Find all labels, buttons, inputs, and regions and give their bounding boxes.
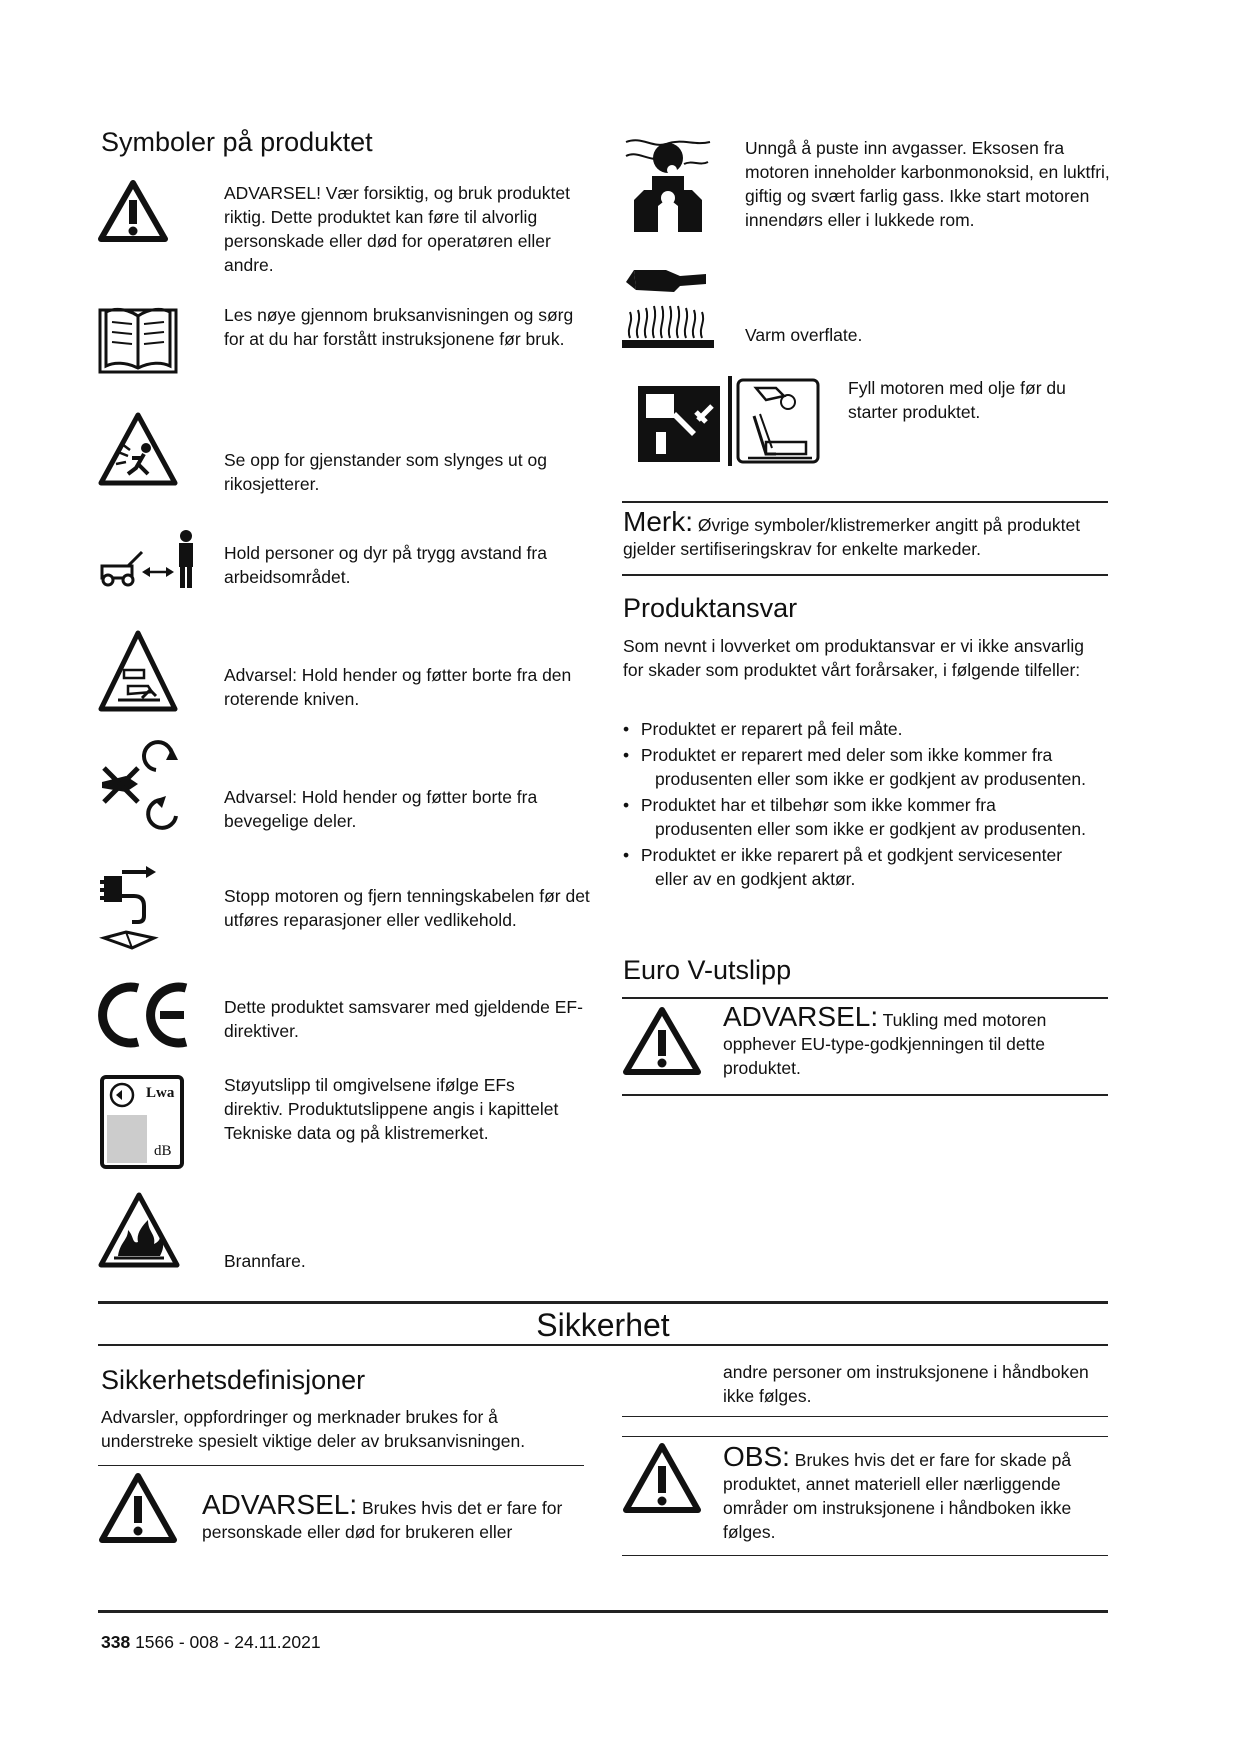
- warning-end-rule: [622, 1416, 1108, 1417]
- page-number: 338: [101, 1632, 131, 1652]
- safety-definitions-intro: Advarsler, oppfordringer og merknader brukes for å understreke spesielt viktige deler av bruksanvisningen.: [101, 1407, 526, 1451]
- bullet-marker: •: [623, 745, 630, 765]
- warning-triangle-icon: [622, 1442, 702, 1514]
- disconnect-spark-plug-icon: [98, 862, 164, 952]
- euro-bottom-rule: [622, 1094, 1108, 1096]
- safety-title: Sikkerhet: [536, 1307, 670, 1343]
- symbol-text-fill-oil: Fyll motoren med olje før du starter produktet.: [848, 378, 1066, 422]
- open-book-icon: [98, 302, 178, 374]
- rotating-blade-icon: [98, 630, 178, 712]
- note: [623, 506, 1109, 561]
- section-top-rule: [98, 1301, 1108, 1304]
- doc-id: 1566 - 008 - 24.11.2021: [135, 1632, 321, 1652]
- bullet-marker: •: [623, 795, 630, 815]
- warning-triangle-icon: [98, 180, 168, 242]
- note-text: Øvrige symboler/klistremerker angitt på produktet gjelder sertifiseringskrav for enkelte markeder.: [623, 515, 1081, 559]
- note-top-rule: [622, 501, 1108, 503]
- symbol-text-moving-parts: Advarsel: Hold hender og føtter borte fra bevegelige deler.: [224, 787, 538, 831]
- list-item: • Produktet er reparert på feil måte.: [623, 719, 903, 739]
- obs-label: OBS:: [723, 1441, 790, 1472]
- euro-heading: Euro V-utslipp: [623, 955, 792, 985]
- symbol-text-exhaust: Unngå å puste inn avgasser. Eksosen fra motoren inneholder karbonmonoksid, en luktfri, giftig og svært farlig gass. Ikke start motoren innendørs eller i lukkede rom.: [745, 138, 1110, 230]
- noise-emission-icon: [100, 1075, 184, 1169]
- thrown-objects-icon: [98, 412, 178, 486]
- list-item: • Produktet har et tilbehør som ikke kommer fra produsenten eller som ikke er godkjent av produsenten.: [623, 795, 1086, 839]
- keep-distance-icon: [98, 528, 198, 590]
- euro-warning: [723, 1001, 1108, 1080]
- definitions-rule: [98, 1465, 584, 1466]
- symbol-text-keep-distance: Hold personer og dyr på trygg avstand fra arbeidsområdet.: [224, 543, 547, 587]
- symbol-text-manual: Les nøye gjennom bruksanvisningen og sørg for at du har forstått instruksjonene før bruk.: [224, 305, 574, 349]
- obs-text: Brukes hvis det er fare for skade på produktet, annet materiell eller nærliggende områder om instruksjonene i håndboken ikke følges.: [723, 1450, 1072, 1542]
- product-liability-list: [623, 717, 1093, 893]
- safety-warning-label: ADVARSEL:: [202, 1489, 358, 1520]
- warning-triangle-icon: [98, 1472, 178, 1544]
- symbol-text-thrown-objects: Se opp for gjenstander som slynges ut og rikosjetterer.: [224, 450, 547, 494]
- obs-notice: [723, 1441, 1108, 1544]
- symbol-text-spark-plug: Stopp motoren og fjern tenningskabelen før det utføres reparasjoner eller vedlikehold.: [224, 886, 590, 930]
- ce-mark-icon: [98, 980, 194, 1050]
- symbol-text-ce: Dette produktet samsvarer med gjeldende EF-direktiver.: [224, 997, 583, 1041]
- safety-warning-part1: [202, 1489, 592, 1544]
- moving-parts-icon: [98, 740, 190, 832]
- symbols-heading: Symboler på produktet: [101, 127, 373, 157]
- footer-rule: [98, 1610, 1108, 1613]
- note-bottom-rule: [622, 574, 1108, 576]
- section-bottom-rule: [98, 1344, 1108, 1346]
- symbol-text-rotating-blade: Advarsel: Hold hender og føtter borte fra den roterende kniven.: [224, 665, 572, 709]
- noise-label-lwa: Lwa: [146, 1085, 175, 1101]
- euro-warning-label: ADVARSEL:: [723, 1001, 879, 1032]
- euro-top-rule: [622, 997, 1108, 999]
- note-label: Merk:: [623, 506, 693, 537]
- product-liability-heading: Produktansvar: [623, 593, 798, 623]
- safety-warning-part2: andre personer om instruksjonene i håndboken ikke følges.: [723, 1362, 1089, 1406]
- fill-oil-icon: [636, 376, 820, 466]
- exhaust-gas-icon: [622, 136, 714, 236]
- noise-label-db: dB: [154, 1143, 172, 1159]
- fire-hazard-icon: [98, 1192, 180, 1268]
- list-item: • Produktet er ikke reparert på et godkjent servicesenter eller av en godkjent aktør.: [623, 845, 1063, 889]
- symbol-text-hot-surface: Varm overflate.: [745, 325, 863, 345]
- product-liability-intro: Som nevnt i lovverket om produktansvar er vi ikke ansvarlig for skader som produktet vårt forårsaker, i følgende tilfeller:: [623, 636, 1085, 680]
- list-item: • Produktet er reparert med deler som ikke kommer fra produsenten eller som ikke er godkjent av produsenten.: [623, 745, 1086, 789]
- bullet-marker: •: [623, 719, 630, 739]
- safety-definitions-heading: Sikkerhetsdefinisjoner: [101, 1365, 366, 1395]
- obs-bottom-rule: [622, 1555, 1108, 1556]
- symbol-text-fire: Brannfare.: [224, 1251, 306, 1271]
- bullet-marker: •: [623, 845, 630, 865]
- footer: [101, 1632, 321, 1653]
- obs-top-rule: [622, 1436, 1108, 1437]
- hot-surface-icon: [620, 262, 716, 352]
- warning-triangle-icon: [622, 1006, 702, 1076]
- safety-warning-text: Brukes hvis det er fare for personskade eller død for brukeren eller: [202, 1498, 563, 1542]
- symbol-text-noise: Støyutslipp til omgivelsene ifølge EFs direktiv. Produktutslippene angis i kapittelet Tekniske data og på klistremerket.: [224, 1075, 559, 1143]
- symbol-text-warning: ADVARSEL! Vær forsiktig, og bruk produktet riktig. Dette produktet kan føre til alvorlig personskade eller død for operatøren eller andre.: [224, 183, 570, 275]
- euro-warning-text: Tukling med motoren opphever EU-type-godkjenningen til dette produktet.: [723, 1010, 1047, 1078]
